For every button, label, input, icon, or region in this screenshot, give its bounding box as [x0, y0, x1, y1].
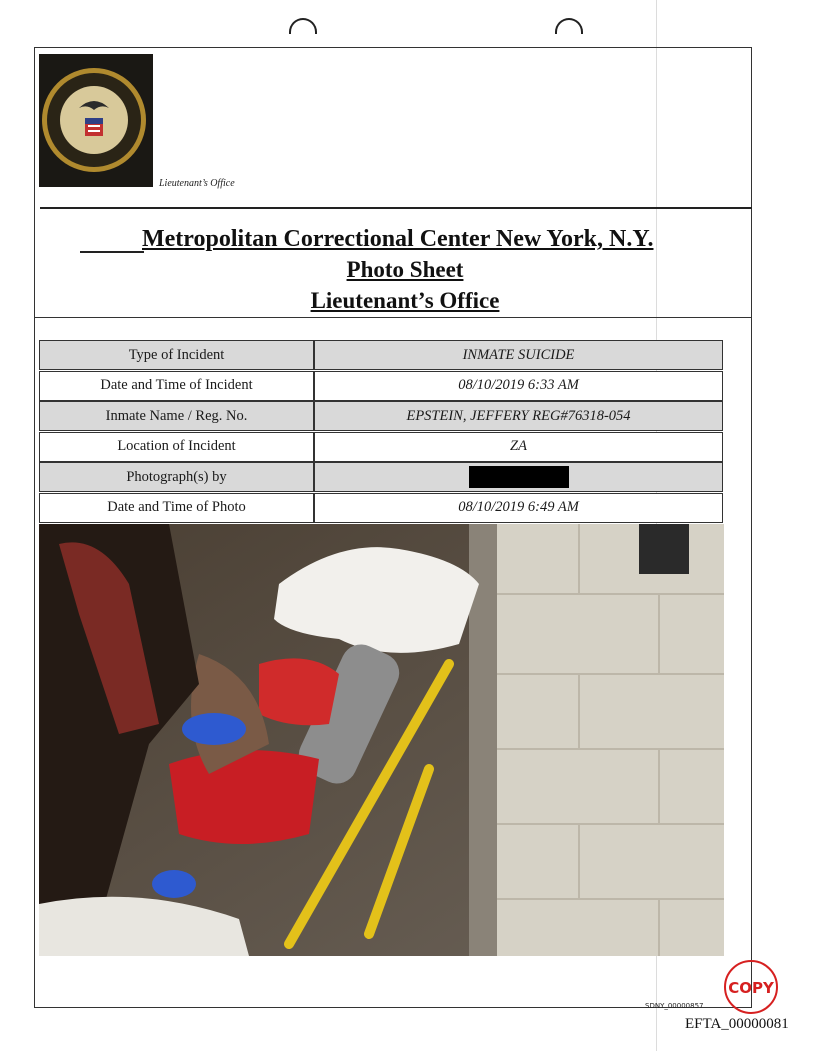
title-leading-underline — [80, 251, 144, 253]
bates-number-small: SDNY_00000857 — [645, 1002, 704, 1010]
row-label: Date and Time of Photo — [39, 493, 314, 523]
punch-hole-left — [289, 18, 317, 34]
doj-bop-seal-icon — [39, 54, 153, 187]
row-value: 08/10/2019 6:49 AM — [314, 493, 723, 523]
header-divider — [40, 207, 752, 209]
incident-info-table — [39, 340, 723, 523]
lieutenant-office-small-label: Lieutenant’s Office — [159, 178, 235, 189]
row-value: EPSTEIN, JEFFERY REG#76318-054 — [314, 401, 723, 431]
facility-title: Metropolitan Correctional Center New York, N.Y. — [142, 226, 654, 252]
row-value-redacted — [314, 462, 723, 492]
table-row — [39, 462, 723, 492]
copy-stamp-icon — [722, 958, 780, 1016]
row-value: ZA — [314, 432, 723, 462]
row-label: Inmate Name / Reg. No. — [39, 401, 314, 431]
redaction-box — [469, 466, 569, 488]
row-value: 08/10/2019 6:33 AM — [314, 371, 723, 401]
svg-text:COPY: COPY — [728, 979, 774, 997]
row-label: Photograph(s) by — [39, 462, 314, 492]
table-row — [39, 493, 723, 523]
row-value: INMATE SUICIDE — [314, 340, 723, 370]
incident-photo — [39, 524, 724, 956]
efta-number: EFTA_00000081 — [685, 1016, 789, 1032]
table-row — [39, 340, 723, 370]
lieutenant-office-title: Lieutenant’s Office — [310, 288, 500, 313]
photo-sheet-title: Photo Sheet — [346, 257, 464, 282]
row-label: Location of Incident — [39, 432, 314, 462]
table-row — [39, 401, 723, 431]
row-label: Type of Incident — [39, 340, 314, 370]
table-row — [39, 371, 723, 401]
row-label: Date and Time of Incident — [39, 371, 314, 401]
punch-hole-right — [555, 18, 583, 34]
table-row — [39, 432, 723, 462]
